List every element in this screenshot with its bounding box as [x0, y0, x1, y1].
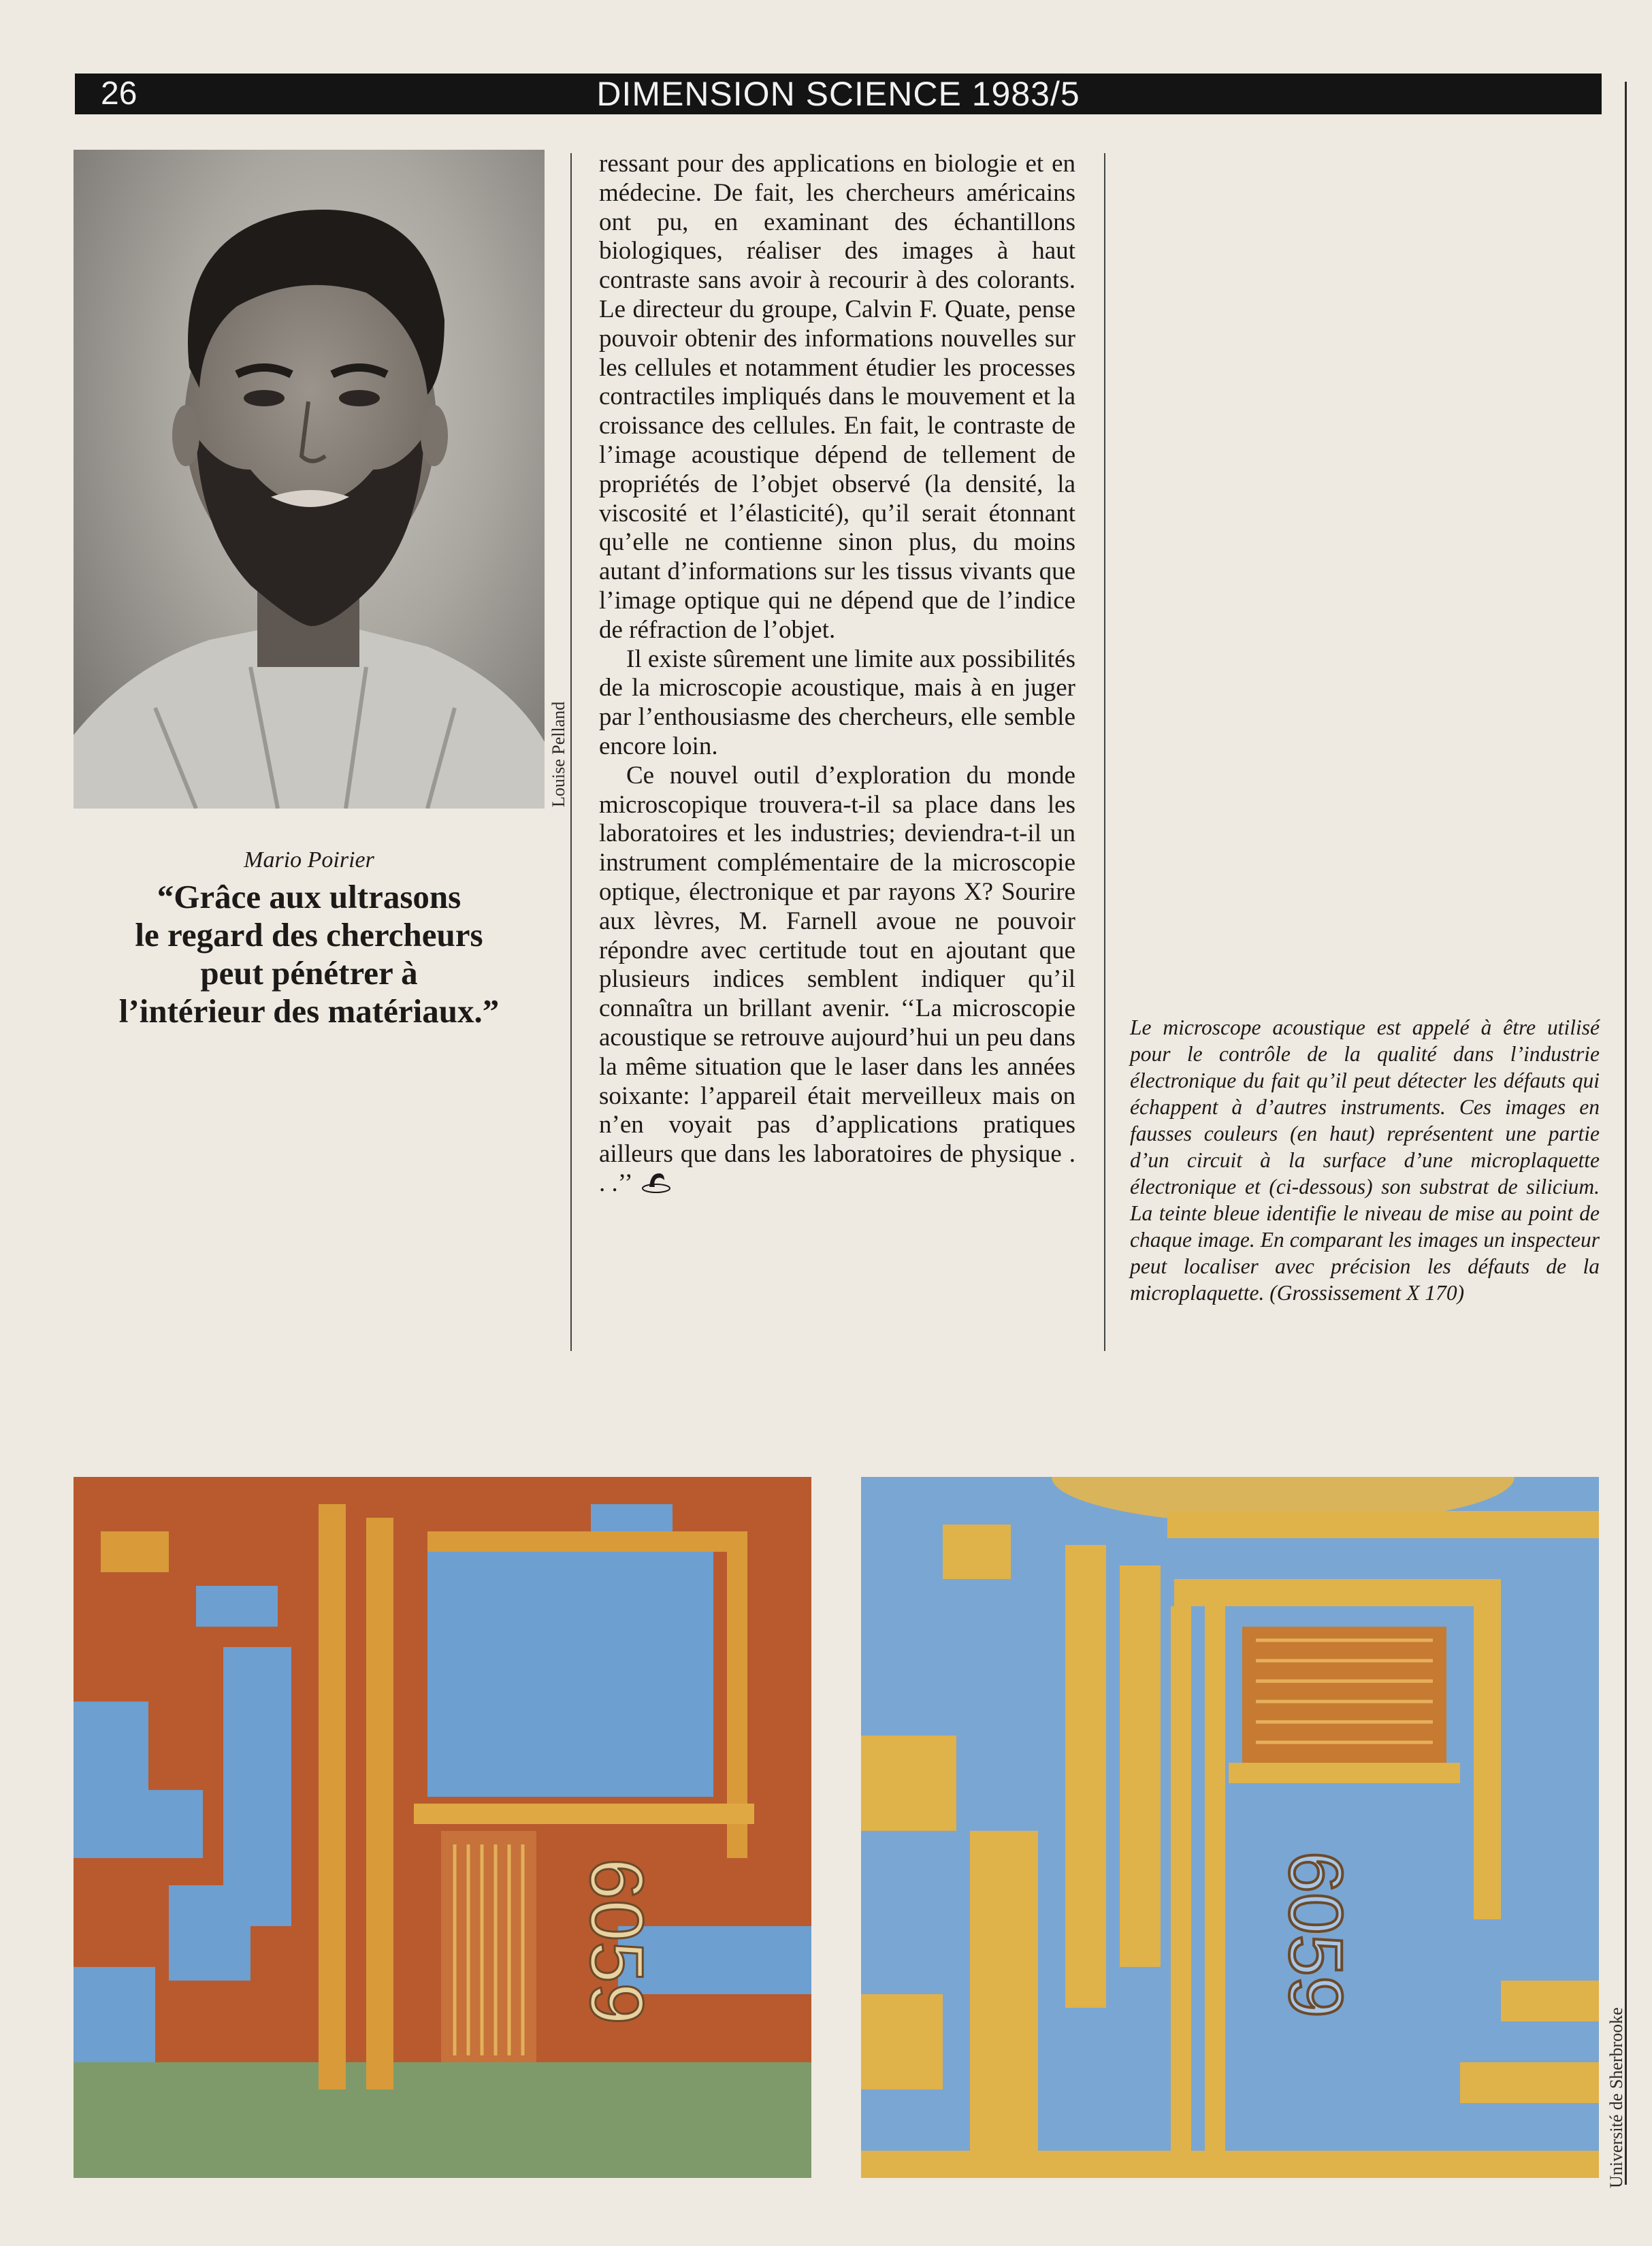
right-margin-rule	[1625, 82, 1627, 2185]
pull-quote-line: l’intérieur des matériaux.”	[118, 992, 500, 1030]
chip-label: 6059	[574, 1858, 658, 2025]
body-paragraph: Il existe sûrement une limite aux possibilités de la microscopie acoustique, mais à en juger par l’enthousiasme des chercheurs, elle semble encore loin.	[599, 645, 1075, 760]
end-of-article-icon	[641, 1171, 671, 1194]
body-paragraph: Ce nouvel outil d’exploration du monde microscopique trouvera-t-il sa place dans les laboratoires et les industries; deviendra-t-il un instrument complémentaire de la microscopie optique, électronique et par rayons X? Sourire aux lèvres, M. Farnell avoue ne pouvoir répondre avec certitude tout en ajoutant que plusieurs indices semblent indiquer qu’il connaîtra un brillant avenir. ‘‘La microscopie acoustique se retrouve aujourd’hui un peu dans la même situation que le laser dans les années soixante: l’appareil était merveilleux mais on n’en voyait pas d’applications pratiques ailleurs que dans les laboratoires de physique . . .’’	[599, 761, 1075, 1197]
article-body	[599, 150, 1075, 1199]
page-number: 26	[101, 76, 137, 112]
figure-caption: Le microscope acoustique est appelé à être utilisé pour le contrôle de la qualité dans l’industrie électronique du fait qu’il peut détecter les défauts qui échappent à d’autres instruments. Ces images en fausses couleurs (en haut) représentent une partie d’un circuit à la surface d’une microplaquette électronique et (ci-dessous) son substrat de silicium. La teinte bleue identifie le niveau de mise au point de chaque image. En comparant les images un inspecteur peut localiser avec précision les défauts de la microplaquette. (Grossissement X 170)	[1130, 1015, 1600, 1305]
column-rule-right	[1104, 153, 1105, 1351]
acoustic-image-silicon-substrate	[861, 1477, 1599, 2178]
page-header-bar	[75, 74, 1602, 114]
archive-credit: Université de Sherbrooke	[1606, 2007, 1626, 2188]
portrait-photo	[74, 150, 545, 809]
acoustic-image-chip-surface	[74, 1477, 811, 2178]
photo-credit: Louise Pelland	[549, 701, 568, 807]
pull-quote-line: “Grâce aux ultrasons	[157, 878, 461, 915]
portrait-caption-name: Mario Poirier	[244, 847, 374, 873]
pull-quote-line: le regard des chercheurs	[135, 916, 483, 954]
magazine-title: DIMENSION SCIENCE 1983/5	[596, 75, 1080, 113]
body-paragraph: ressant pour des applications en biologie et en médecine. De fait, les chercheurs américains ont pu, en examinant des échantillons biologiques, réaliser des images à haut contraste sans avoir à recourir à des colorants. Le directeur du groupe, Calvin F. Quate, pense pouvoir obtenir des informations nouvelles sur les cellules et notamment étudier les processes contractiles impliqués dans le mouvement et la croissance des cellules. En fait, le contraste de l’image acoustique dépend de tellement de propriétés de l’objet observé (la densité, la viscosité et l’élasticité), qu’il serait étonnant qu’elle ne contienne sinon plus, du moins autant d’informations sur les tissus vivants que l’image optique qui ne dépend que de l’indice de réfraction de l’objet.	[599, 150, 1075, 644]
pull-quote	[74, 878, 545, 1030]
column-rule-left	[570, 153, 572, 1351]
chip-label: 6059	[1274, 1851, 1357, 2018]
pull-quote-line: peut pénétrer à	[200, 954, 418, 992]
